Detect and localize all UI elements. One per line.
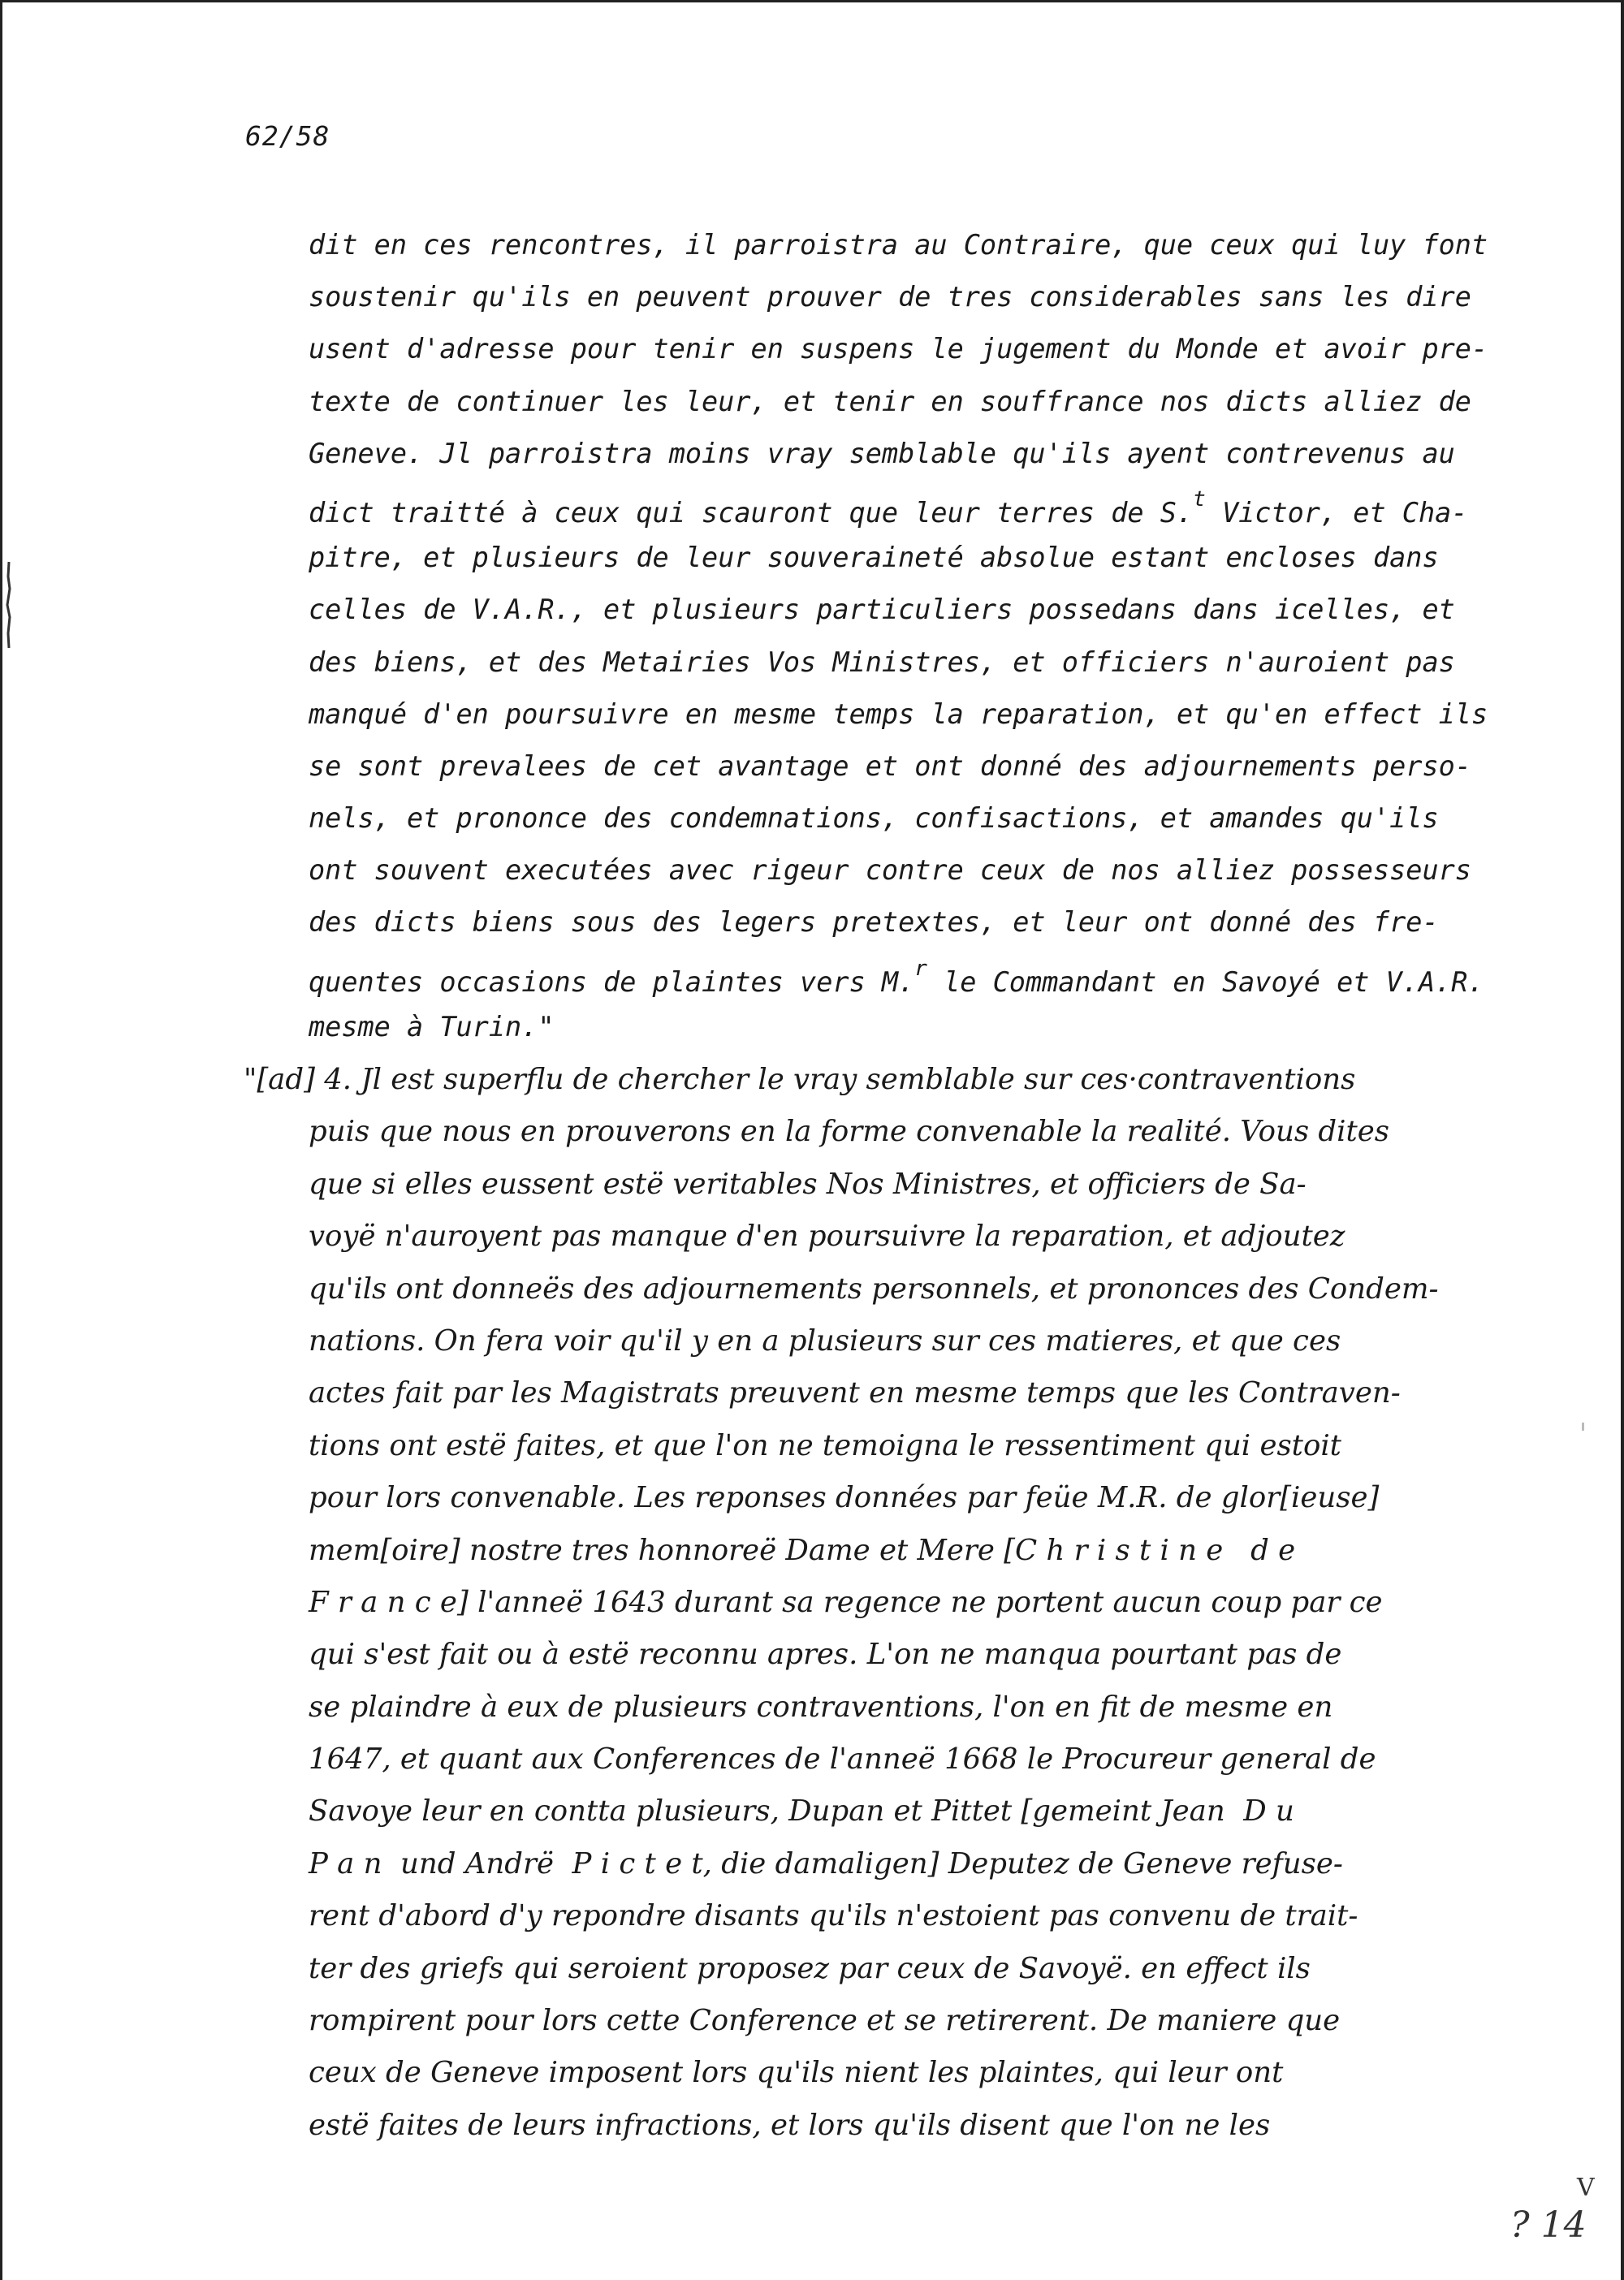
quoted-text-block bbox=[309, 219, 1510, 1053]
text-line bbox=[309, 949, 1510, 1001]
text-line: qui s'est fait ou à estë reconnu apres. L'on ne manqua pourtant pas de bbox=[309, 1638, 1342, 1672]
text-line: texte de continuer les leur, et tenir en souffrance nos dicts alliez de bbox=[309, 385, 1471, 417]
scan-speck bbox=[1582, 1423, 1584, 1431]
text-line: actes fait par les Magistrats preuvent en mesme temps que les Contraven- bbox=[309, 1376, 1401, 1410]
handwritten-folio-annotation bbox=[1510, 2174, 1595, 2246]
text-segment: le Commandant en Savoyé et V.A.R. bbox=[926, 965, 1484, 998]
text-line: celles de V.A.R., et plusieurs particuliers possedans dans icelles, et bbox=[309, 594, 1455, 626]
text-line bbox=[309, 480, 1510, 532]
text-line: pitre, et plusieurs de leur souveraineté absolue estant encloses dans bbox=[309, 542, 1439, 574]
superscript: r bbox=[914, 956, 927, 981]
text-line: tions ont estë faites, et que l'on ne temoigna le ressentiment qui estoit bbox=[309, 1428, 1341, 1462]
response-text-block bbox=[244, 1054, 1518, 2152]
text-line: mesme à Turin." bbox=[309, 1010, 555, 1043]
text-line: soustenir qu'ils en peuvent prouver de tres considerables sans les dire bbox=[309, 281, 1471, 313]
text-line: des dicts biens sous des legers pretextes, et leur ont donné des fre- bbox=[309, 906, 1439, 939]
text-line: se plaindre à eux de plusieurs contraventions, l'on en fit de mesme en bbox=[309, 1690, 1333, 1724]
scan-border-right bbox=[1621, 0, 1624, 2280]
text-line: qu'ils ont donneës des adjournements personnels, et prononces des Condem- bbox=[309, 1272, 1439, 1306]
text-line: Savoye leur en contta plusieurs, Dupan et Pittet [gemeint Jean D u bbox=[309, 1794, 1294, 1829]
superscript: t bbox=[1193, 486, 1206, 512]
check-mark: V bbox=[1577, 2174, 1595, 2202]
text-line: rent d'abord d'y repondre disants qu'ils n'estoient pas convenu de trait- bbox=[309, 1899, 1358, 1933]
text-line: des biens, et des Metairies Vos Ministres, et officiers n'auroient pas bbox=[309, 646, 1455, 678]
text-segment: quentes occasions de plaintes vers M. bbox=[309, 965, 915, 998]
text-line: nations. On fera voir qu'il y en a plusieurs sur ces matieres, et que ces bbox=[309, 1324, 1341, 1358]
scan-border-left bbox=[0, 0, 2, 2280]
text-line: que si elles eussent estë veritables Nos Ministres, et officiers de Sa- bbox=[309, 1167, 1307, 1201]
text-line: estë faites de leurs infractions, et lors qu'ils disent que l'on ne les bbox=[309, 2108, 1271, 2142]
text-line: ont souvent executées avec rigeur contre ceux de nos alliez possesseurs bbox=[309, 854, 1471, 887]
folio-number: ? 14 bbox=[1510, 2204, 1587, 2246]
text-segment: dict traitté à ceux qui scauront que leur terres de S. bbox=[309, 497, 1194, 529]
text-line: rompirent pour lors cette Conference et se retirerent. De maniere que bbox=[309, 2004, 1341, 2038]
text-line: manqué d'en poursuivre en mesme temps la reparation, et qu'en effect ils bbox=[309, 697, 1488, 730]
text-segment: Victor, et Cha- bbox=[1205, 497, 1468, 529]
text-line: 1647, et quant aux Conferences de l'anneë 1668 le Procureur general de bbox=[309, 1742, 1376, 1777]
scan-border-top bbox=[0, 0, 1624, 2]
text-line: ceux de Geneve imposent lors qu'ils nient les plaintes, qui leur ont bbox=[309, 2056, 1284, 2090]
text-line: P a n und Andrë P i c t e t, die damaligen] Deputez de Geneve refuse- bbox=[309, 1846, 1343, 1881]
page-number: 62/58 bbox=[245, 120, 330, 152]
text-line: puis que nous en prouverons en la forme convenable la realité. Vous dites bbox=[309, 1115, 1389, 1149]
text-line: dit en ces rencontres, il parroistra au Contraire, que ceux qui luy font bbox=[309, 229, 1488, 261]
text-line: nels, et prononce des condemnations, confisactions, et amandes qu'ils bbox=[309, 802, 1439, 835]
text-line: usent d'adresse pour tenir en suspens le jugement du Monde et avoir pre- bbox=[309, 333, 1488, 365]
text-line: mem[oire] nostre tres honnoreë Dame et Mere [C h r i s t i n e d e bbox=[309, 1533, 1296, 1567]
text-line: F r a n c e] l'anneë 1643 durant sa regence ne portent aucun coup par ce bbox=[309, 1585, 1383, 1619]
text-line: "[ad] 4. Jl est superflu de chercher le vray semblable sur ces·contraventions bbox=[244, 1063, 1356, 1096]
text-line: voyë n'auroyent pas manque d'en poursuivre la reparation, et adjoutez bbox=[309, 1220, 1345, 1254]
text-line: se sont prevalees de cet avantage et ont donné des adjournements perso- bbox=[309, 749, 1471, 782]
text-line: Geneve. Jl parroistra moins vray semblable qu'ils ayent contrevenus au bbox=[309, 437, 1455, 469]
text-line: pour lors convenable. Les reponses données par feüe M.R. de glor[ieuse] bbox=[309, 1481, 1380, 1515]
margin-scribble-mark bbox=[5, 560, 13, 650]
text-line: ter des griefs qui seroient proposez par ceux de Savoyë. en effect ils bbox=[309, 1951, 1311, 1985]
